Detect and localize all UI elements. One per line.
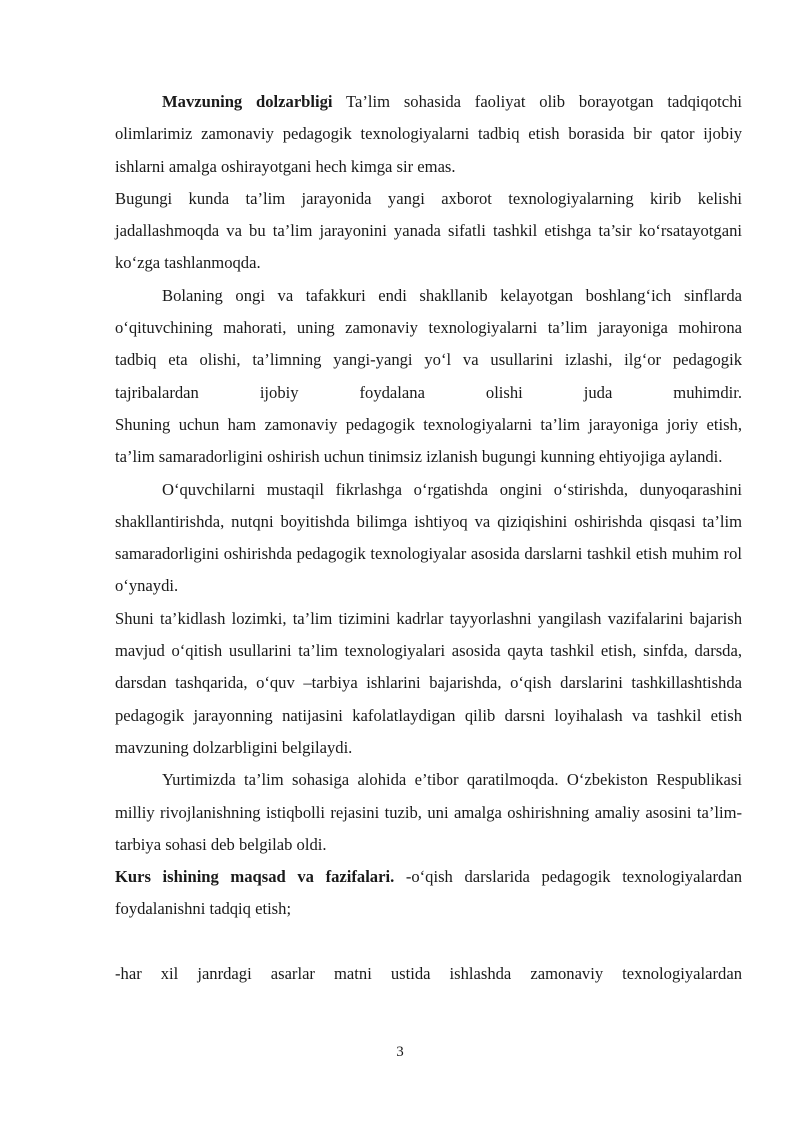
- students-text: O‘quvchilarni mustaqil fikrlashga o‘rgatishda ongini o‘stirishda, dunyoqarashini shakllantirishda, nutqni boyitishda bilimga ishtiyoq va qiziqishini oshirishda qisqasi ta’lim samaradorligini oshirishda pedagogik texnologiyalar asosida darslarni tashkil etish muhim rol o‘ynaydi.: [115, 479, 742, 596]
- paragraph-relevance: [115, 86, 742, 183]
- course-goals-text: -o‘qish darslarida pedagogik texnologiyalardan foydalanishni tadqiq etish;: [115, 867, 743, 919]
- relevance-heading: Mavzuning dolzarbligi: [162, 92, 333, 111]
- document-body: [115, 86, 742, 990]
- relevance-text-1: Ta’lim sohasida faoliyat olib borayotgan tadqiqotchi olimlarimiz zamonaviy pedagogik texnologiyalarni tadbiq etish borasida bir qator ijobiy ishlarni amalga oshirayotgani hech kimga sir emas.: [115, 92, 743, 176]
- child-mind-text-1: Bolaning ongi va tafakkuri endi shakllanib kelayotgan boshlang‘ich sinflarda o‘qituvchining mahorati, uning zamonaviy texnologiyalarni ta’lim jarayoniga mohirona tadbiq eta olishi, ta’limning yangi-yangi yo‘l va usullarini izlashi, ilg‘or pedagogik tajribalardan ijobiy foydalana olishi juda muhimdir.: [115, 285, 742, 402]
- country-text: Yurtimizda ta’lim sohasiga alohida e’tibor qaratilmoqda. O‘zbekiston Respublikasi milliy rivojlanishning istiqbolli rejasini tuzib, uni amalga oshirishning amaliy asosini ta’lim-tarbiya sohasi deb belgilab oldi.: [115, 770, 742, 854]
- paragraph-genres: [115, 958, 742, 990]
- child-mind-text-2: Shuning uchun ham zamonaviy pedagogik texnologiyalarni ta’lim jarayoniga joriy etish, ta’lim samaradorligini oshirish uchun tinimsiz izlanish bugungi kunning ehtiyojiga aylandi.: [115, 414, 742, 467]
- emphasis-text: Shuni ta’kidlash lozimki, ta’lim tizimini kadrlar tayyorlashni yangilash vazifalarini bajarish mavjud o‘qitish usullarini ta’lim texnologiyalari asosida qayta tashkil etish, sinfda, darsda, darsdan tashqarida, o‘quv –tarbiya ishlarini bajarishda, o‘qish darslarini tashkillashtishda pedagogik jarayonning natijasini kafolatlaydigan qilib darsni loyihalash va tashkil etish mavzuning dolzarbligini belgilaydi.: [115, 608, 742, 757]
- paragraph-relevance-cont: [115, 183, 742, 280]
- paragraph-country: [115, 764, 742, 861]
- paragraph-child-mind-cont: [115, 409, 742, 474]
- course-goals-heading: Kurs ishining maqsad va fazifalari.: [115, 867, 395, 887]
- genres-text: -har xil janrdagi asarlar matni ustida ishlashda zamonaviy texnologiyalardan: [115, 963, 742, 983]
- relevance-text-2: Bugungi kunda ta’lim jarayonida yangi axborot texnologiyalarning kirib kelishi jadallashmoqda va bu ta’lim jarayonini yanada sifatli tashkil etishga ta’sir ko‘rsatayotgani ko‘zga tashlanmoqda.: [115, 188, 742, 273]
- page-number: 3: [396, 1044, 404, 1060]
- paragraph-child-mind: [115, 280, 742, 409]
- paragraph-course-goals: [115, 861, 742, 926]
- paragraph-students: [115, 474, 742, 603]
- paragraph-emphasis: [115, 603, 742, 764]
- blank-line: [115, 926, 742, 958]
